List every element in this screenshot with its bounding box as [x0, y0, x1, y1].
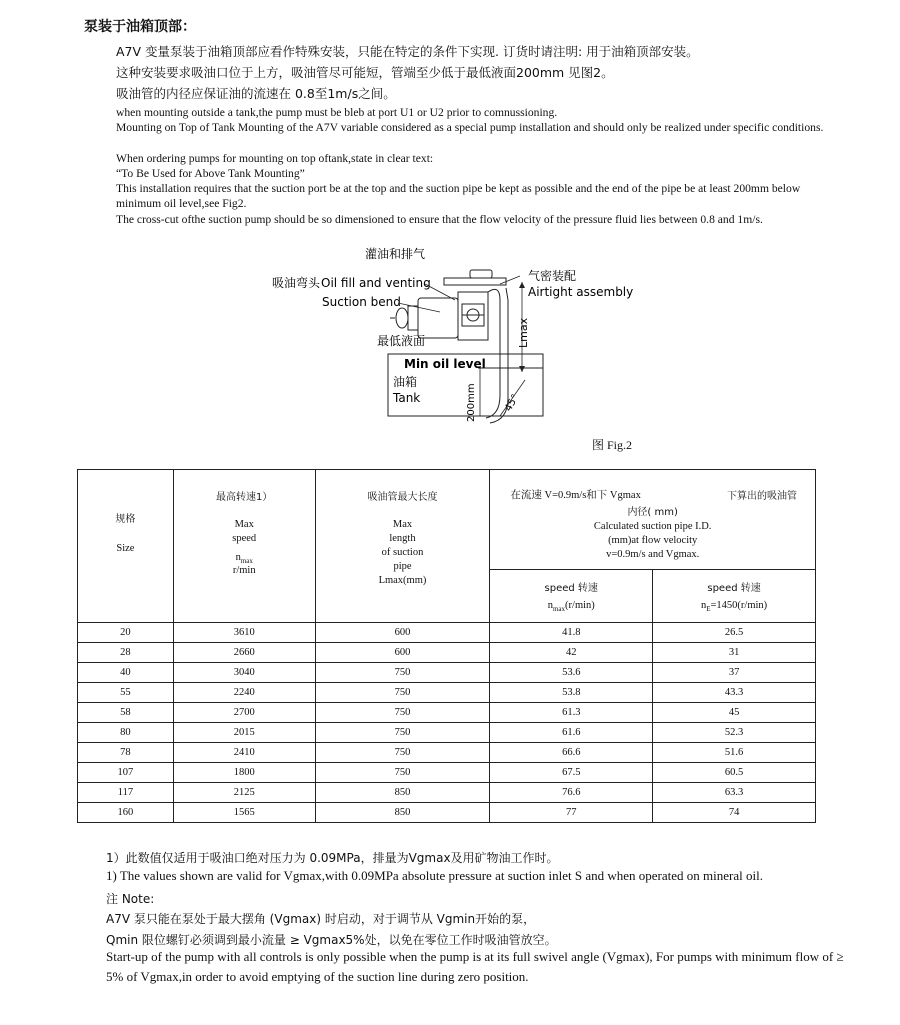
table-cell: 60.5 — [653, 763, 816, 783]
fill-vent-label: 灌油和排气 — [365, 247, 426, 261]
table-cell: 1800 — [173, 763, 315, 783]
suction-pipe-table — [77, 469, 816, 823]
table-row — [78, 703, 816, 723]
angle-label: 45° — [503, 392, 522, 414]
table-row — [78, 783, 816, 803]
en-intro-line-6: The cross-cut ofthe suction pump should be so dimensioned to ensure that the flow velocity of the pressure fluid lies between 0.8 and 1m/s. — [116, 213, 763, 226]
installation-diagram — [0, 240, 900, 455]
table-cell: 76.6 — [490, 783, 653, 803]
diameter-header: 在流速 V=0.9m/s和下 Vgmax 下算出的吸油管 内径( mm) Calculated suction pipe I.D. (mm)at flow velocity v=0.9m/s and Vgmax. — [490, 470, 816, 570]
table-cell: 160 — [78, 803, 174, 823]
min-level-cn-label: 最低液面 — [377, 334, 426, 348]
table-cell: 77 — [490, 803, 653, 823]
table-cell: 42 — [490, 643, 653, 663]
table-row — [78, 623, 816, 643]
table-cell: 28 — [78, 643, 174, 663]
table-cell: 52.3 — [653, 723, 816, 743]
size-header: 规格 Size — [78, 470, 174, 623]
en-intro-line-3: When ordering pumps for mounting on top oftank,state in clear text: — [116, 152, 434, 165]
speed-e-subheader: speed 转速 $n_E=1450(r/\min)$ — [653, 569, 816, 622]
table-cell: 3040 — [173, 663, 315, 683]
table-cell: 61.6 — [490, 723, 653, 743]
table-row — [78, 803, 816, 823]
tank-drawing — [388, 354, 543, 422]
en-intro-line-4: “To Be Used for Above Tank Mounting” — [116, 167, 305, 180]
table-row — [78, 683, 816, 703]
table-row — [78, 643, 816, 663]
table-cell: 41.8 — [490, 623, 653, 643]
table-cell: 37 — [653, 663, 816, 683]
table-cell: 31 — [653, 643, 816, 663]
suction-bend-cn-label: 吸油弯头 — [272, 276, 321, 290]
table-cell: 2015 — [173, 723, 315, 743]
lmax-label: Lmax — [517, 317, 530, 348]
en-intro-line-1: when mounting outside a tank,the pump must be bleb at port U1 or U2 prior to comnussioning. — [116, 106, 558, 119]
table-cell: 850 — [315, 803, 490, 823]
table-cell: 58 — [78, 703, 174, 723]
table-cell: 750 — [315, 763, 490, 783]
en-intro-line-2: Mounting on Top of Tank Mounting of the A7V variable considered as a special pump installation and should only be realized under specific conditions. — [116, 121, 824, 134]
speed-max-subheader: speed 转速 $n_{max}(r/\min)$ — [490, 569, 653, 622]
table-cell: 55 — [78, 683, 174, 703]
table-cell: 20 — [78, 623, 174, 643]
note-2-cn: A7V 泵只能在泵处于最大摆角 (Vgmax) 时启动，对于调节从 Vgmin开始的泵， — [106, 912, 536, 926]
table-row — [78, 763, 816, 783]
table-cell: 40 — [78, 663, 174, 683]
table-cell: 750 — [315, 703, 490, 723]
table-cell: 2660 — [173, 643, 315, 663]
en-intro-line-5: This installation requires that the suction port be at the top and the suction pipe be kept as possible and the end of the pipe be at least 200mm below minimum oil level,see Fig2. — [116, 182, 801, 210]
suction-bend-label: Suction bend — [322, 295, 401, 309]
table-cell: 750 — [315, 663, 490, 683]
table-cell: 67.5 — [490, 763, 653, 783]
note-3-cn: Qmin 限位螺钉必须调到最小流量 ≥ Vgmax5%处，以免在零位工作时吸油管放空。 — [106, 933, 557, 947]
table-cell: 74 — [653, 803, 816, 823]
airtight-cn-label: 气密装配 — [528, 269, 577, 283]
cn-intro-line-3: 吸油管的内径应保证油的流速在 0.8至1m/s之间。 — [116, 86, 396, 101]
figure-caption: 图 Fig.2 — [592, 438, 633, 452]
min-oil-label: Min oil level — [404, 357, 486, 371]
table-cell: 43.3 — [653, 683, 816, 703]
note-label: 注 Note: — [106, 892, 155, 906]
table-cell: 53.6 — [490, 663, 653, 683]
table-cell: 53.8 — [490, 683, 653, 703]
depth-label: 200mm — [466, 383, 477, 422]
table-cell: 107 — [78, 763, 174, 783]
oil-fill-label: Oil fill and venting — [321, 276, 431, 290]
speed-header: 最高转速1） Max speed $n_{max}$ r/min — [173, 470, 315, 623]
table-row — [78, 723, 816, 743]
table-cell: 2410 — [173, 743, 315, 763]
table-header-row — [78, 470, 816, 570]
table-cell: 750 — [315, 683, 490, 703]
note-1-cn: 1）此数值仅适用于吸油口绝对压力为 0.09MPa，排量为Vgmax及用矿物油工作时。 — [106, 851, 559, 865]
table-cell: 850 — [315, 783, 490, 803]
table-cell: 80 — [78, 723, 174, 743]
table-cell: 750 — [315, 723, 490, 743]
table-cell: 51.6 — [653, 743, 816, 763]
table-row — [78, 743, 816, 763]
table-cell: 63.3 — [653, 783, 816, 803]
table-cell: 61.3 — [490, 703, 653, 723]
airtight-label: Airtight assembly — [528, 285, 634, 299]
cn-intro-line-1: A7V 变量泵装于油箱顶部应看作特殊安装，只能在特定的条件下实现. 订货时请注明: 用于油箱顶部安装。 — [116, 44, 699, 59]
table-cell: 117 — [78, 783, 174, 803]
table-cell: 1565 — [173, 803, 315, 823]
table-row — [78, 663, 816, 683]
page-heading: 泵装于油箱顶部： — [84, 19, 196, 35]
note-1-en: 1) The values shown are valid for Vgmax,with 0.09MPa absolute pressure at suction inlet S and when operated on mineral oil. — [106, 868, 763, 883]
tank-cn-label: 油箱 — [393, 375, 418, 389]
table-cell: 3610 — [173, 623, 315, 643]
length-header: 吸油管最大长度 Max length of suction pipe Lmax(mm) — [315, 470, 490, 623]
table-cell: 45 — [653, 703, 816, 723]
table-cell: 66.6 — [490, 743, 653, 763]
table-cell: 600 — [315, 623, 490, 643]
table-cell: 78 — [78, 743, 174, 763]
table-cell: 750 — [315, 743, 490, 763]
table-cell: 2240 — [173, 683, 315, 703]
table-cell: 2700 — [173, 703, 315, 723]
table-cell: 26.5 — [653, 623, 816, 643]
tank-label: Tank — [393, 391, 421, 405]
cn-intro-line-2: 这种安装要求吸油口位于上方，吸油管尽可能短，管端至少低于最低液面200mm 见图2。 — [116, 65, 614, 80]
table-cell: 600 — [315, 643, 490, 663]
table-cell: 2125 — [173, 783, 315, 803]
note-4-en: Start-up of the pump with all controls is only possible when the pump is at its full swivel angle (Vgmax), For pumps with minimum flow of ≥ 5% of Vgmax,in order to avoid emptying of the suction line during zero position. — [106, 949, 844, 984]
